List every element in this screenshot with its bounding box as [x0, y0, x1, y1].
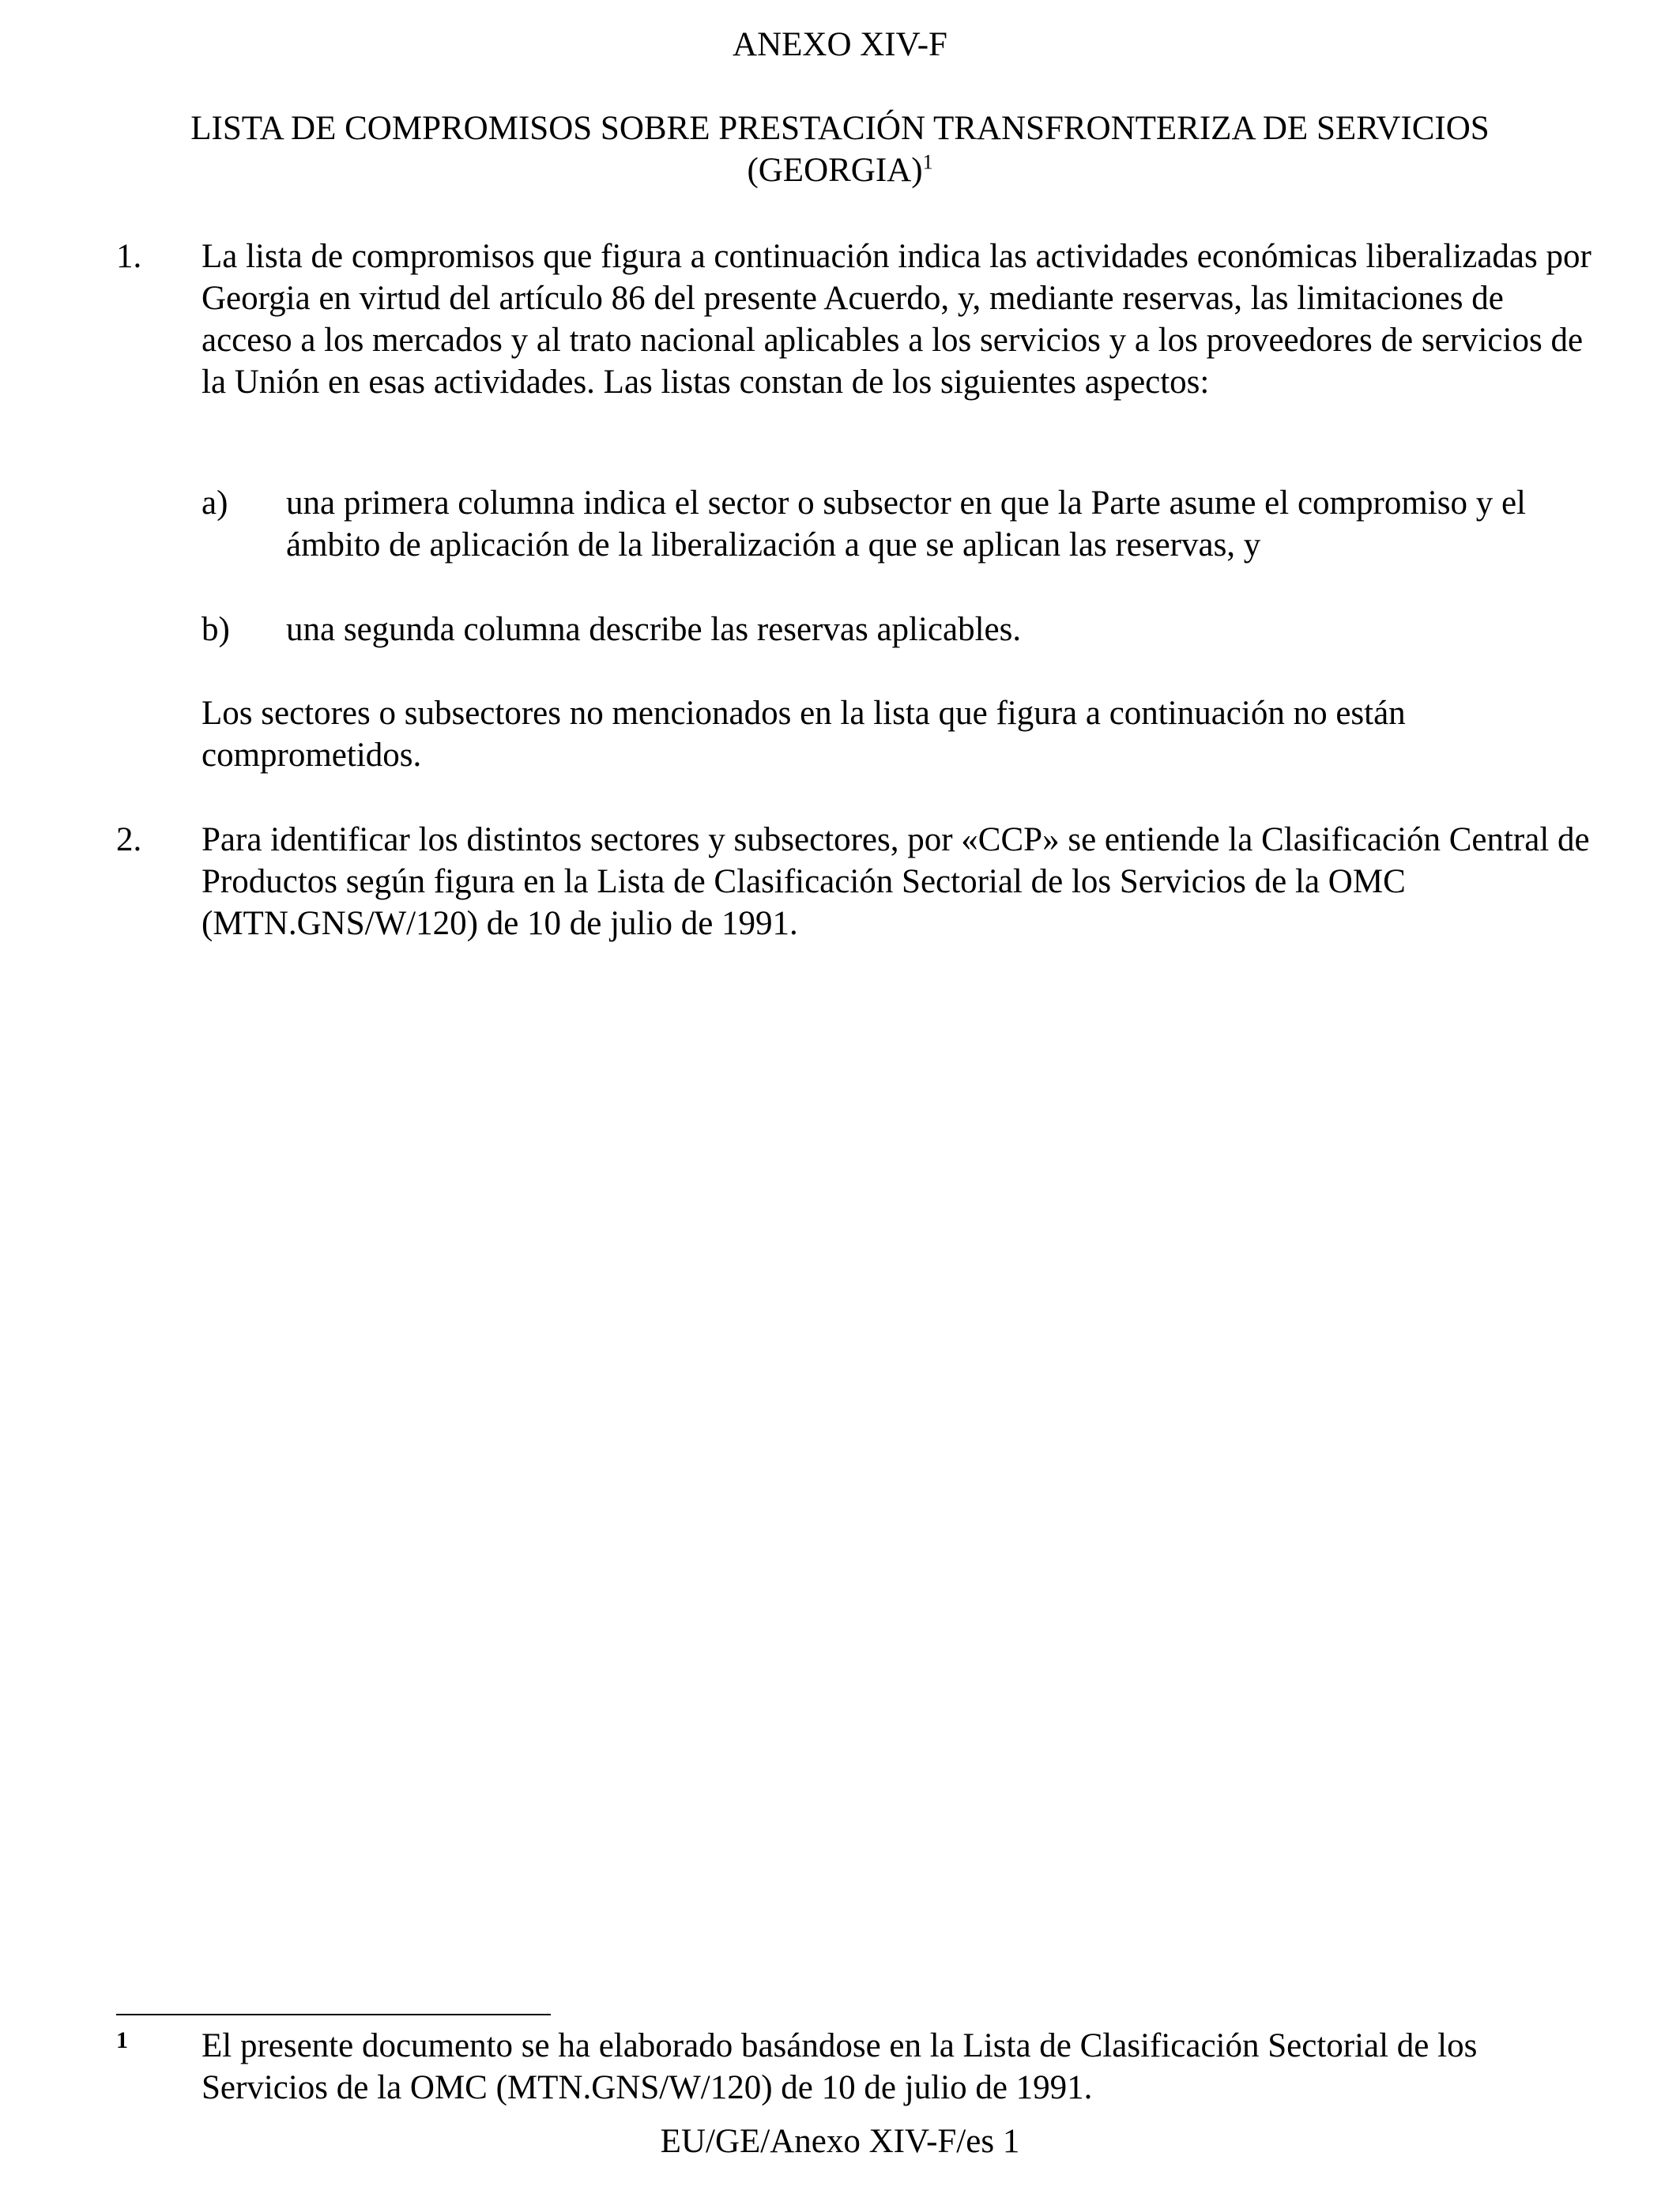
item-a-label: a): [202, 484, 228, 522]
paragraph-2-number: 2.: [116, 821, 142, 858]
paragraph-1-closing: Los sectores o subsectores no mencionados en la lista que figura a continuación no están comprometidos.: [202, 695, 1406, 774]
paragraph-1-number: 1.: [116, 238, 142, 275]
footnote-separator: [116, 2014, 551, 2015]
list-title-line2: (GEORGIA): [747, 152, 923, 189]
list-title: [0, 107, 1680, 191]
paragraph-2-text: Para identificar los distintos sectores y subsectores, por «CCP» se entiende la Clasificación Central de Productos según figura en la Lista de Clasificación Sectorial de los Servicios de la OMC (MTN.GNS/W/120) de 10 de julio de 1991.: [202, 821, 1590, 942]
annex-title: ANEXO XIV-F: [733, 26, 947, 63]
footnote-reference[interactable]: 1: [922, 150, 933, 174]
item-b-text: una segunda columna describe las reservas aplicables.: [286, 611, 1022, 648]
footnote-text: El presente documento se ha elaborado basándose en la Lista de Clasificación Sectorial de los Servicios de la OMC (MTN.GNS/W/120) de 10 de julio de 1991.: [202, 2027, 1478, 2106]
item-b-label: b): [202, 611, 230, 648]
list-title-line1: LISTA DE COMPROMISOS SOBRE PRESTACIÓN TRANSFRONTERIZA DE SERVICIOS: [190, 110, 1490, 147]
paragraph-1-text: La lista de compromisos que figura a continuación indica las actividades económicas liberalizadas por Georgia en virtud del artículo 86 del presente Acuerdo, y, mediante reservas, las limitaciones de acceso a los mercados y al trato nacional aplicables a los servicios y a los proveedores de servicios de la Unión en esas actividades. Las listas constan de los siguientes aspectos:: [202, 238, 1591, 401]
item-a-text: una primera columna indica el sector o subsector en que la Parte asume el compromiso y el ámbito de aplicación de la liberalización a que se aplican las reservas, y: [286, 484, 1526, 564]
page-footer-reference: EU/GE/Anexo XIV-F/es 1: [660, 2123, 1020, 2160]
footnote-number: 1: [116, 2027, 128, 2053]
